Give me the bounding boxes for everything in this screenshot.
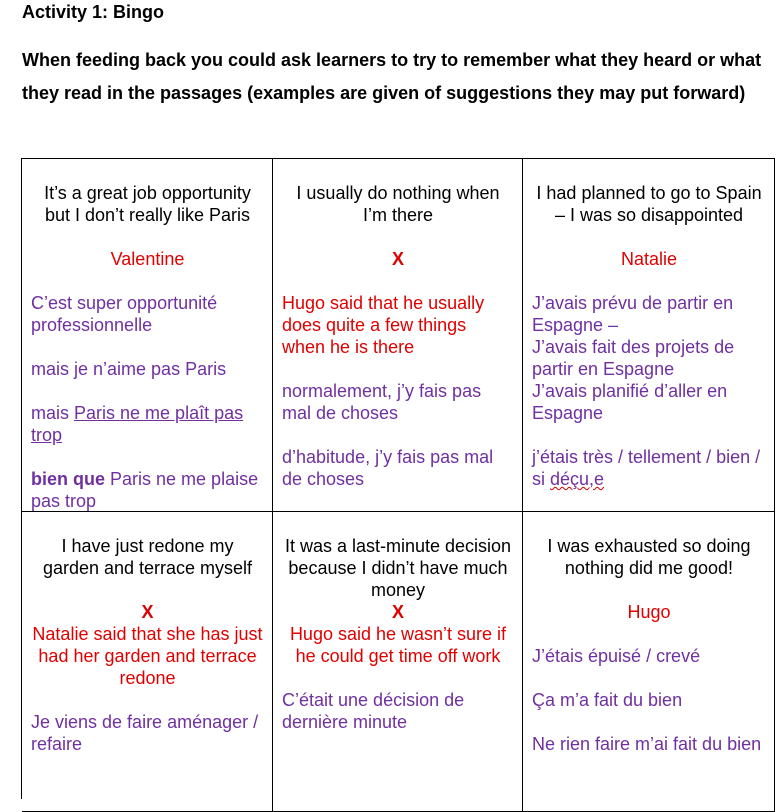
phrase-prefix: j’étais très / tellement / bien / si	[532, 447, 761, 489]
phrase-bold: bien que	[31, 469, 106, 489]
phrase: normalement, j’y fais pas mal de choses	[282, 381, 482, 423]
phrase: J’étais épuisé / crevé	[532, 646, 701, 666]
phrase: J’avais fait des projets de partir en Espagne	[532, 337, 735, 379]
phrase-prefix: mais	[31, 403, 75, 423]
cell-prompt: It was a last-minute decision because I didn’t have much money	[284, 536, 512, 600]
cell-prompt: It’s a great job opportunity but I don’t really like Paris	[44, 183, 251, 225]
bingo-cell-1	[22, 159, 273, 512]
phrase: d’habitude, j’y fais pas mal de choses	[282, 447, 494, 489]
feedback-note: Hugo said he wasn’t sure if he could get time off work	[289, 624, 507, 666]
phrase: Ne rien faire m’ai fait du bien	[532, 734, 762, 754]
cell-prompt: I usually do nothing when I’m there	[296, 183, 500, 225]
cross-mark: X	[391, 602, 404, 622]
speaker-name: Natalie	[620, 249, 678, 269]
phrase: Ça m’a fait du bien	[532, 690, 683, 710]
phrase	[31, 468, 264, 512]
phrase: J’avais prévu de partir en Espagne –	[532, 293, 734, 335]
phrase	[31, 402, 264, 446]
phrase	[532, 446, 766, 490]
activity-heading: Activity 1: Bingo	[22, 2, 165, 22]
feedback-note: Natalie said that she has just had her garden and terrace redone	[32, 624, 263, 688]
bingo-cell-6	[523, 512, 775, 812]
spellcheck-word: déçu,e	[550, 469, 605, 489]
phrase: J’avais planifié d’aller en Espagne	[532, 381, 728, 423]
cell-prompt: I had planned to go to Spain – I was so disappointed	[536, 183, 762, 225]
phrase: C’est super opportunité professionnelle	[31, 293, 218, 335]
speaker-name: Valentine	[110, 249, 185, 269]
speaker-name: Hugo	[627, 602, 671, 622]
intro-paragraph: When feeding back you could ask learners to try to remember what they heard or what they read in the passages (examples are given of suggestions they may put forward)	[22, 50, 762, 103]
phrase-rest: Paris ne me plaise pas trop	[31, 469, 259, 511]
phrase: mais je n’aime pas Paris	[31, 359, 227, 379]
phrase-underlined: Paris ne me plaît pas trop	[31, 403, 244, 445]
phrase: Je viens de faire aménager / refaire	[31, 712, 259, 754]
cell-prompt: I have just redone my garden and terrace myself	[42, 536, 253, 578]
bingo-cell-5	[273, 512, 523, 812]
bingo-cell-2	[273, 159, 523, 512]
phrase: C’était une décision de dernière minute	[282, 690, 465, 732]
bingo-cell-3	[523, 159, 775, 512]
feedback-note: Hugo said that he usually does quite a few things when he is there	[282, 293, 485, 357]
cross-mark: X	[391, 249, 404, 269]
bingo-cell-4	[22, 512, 273, 812]
bingo-table	[21, 158, 775, 799]
cross-mark: X	[141, 602, 154, 622]
cell-prompt: I was exhausted so doing nothing did me good!	[547, 536, 751, 578]
